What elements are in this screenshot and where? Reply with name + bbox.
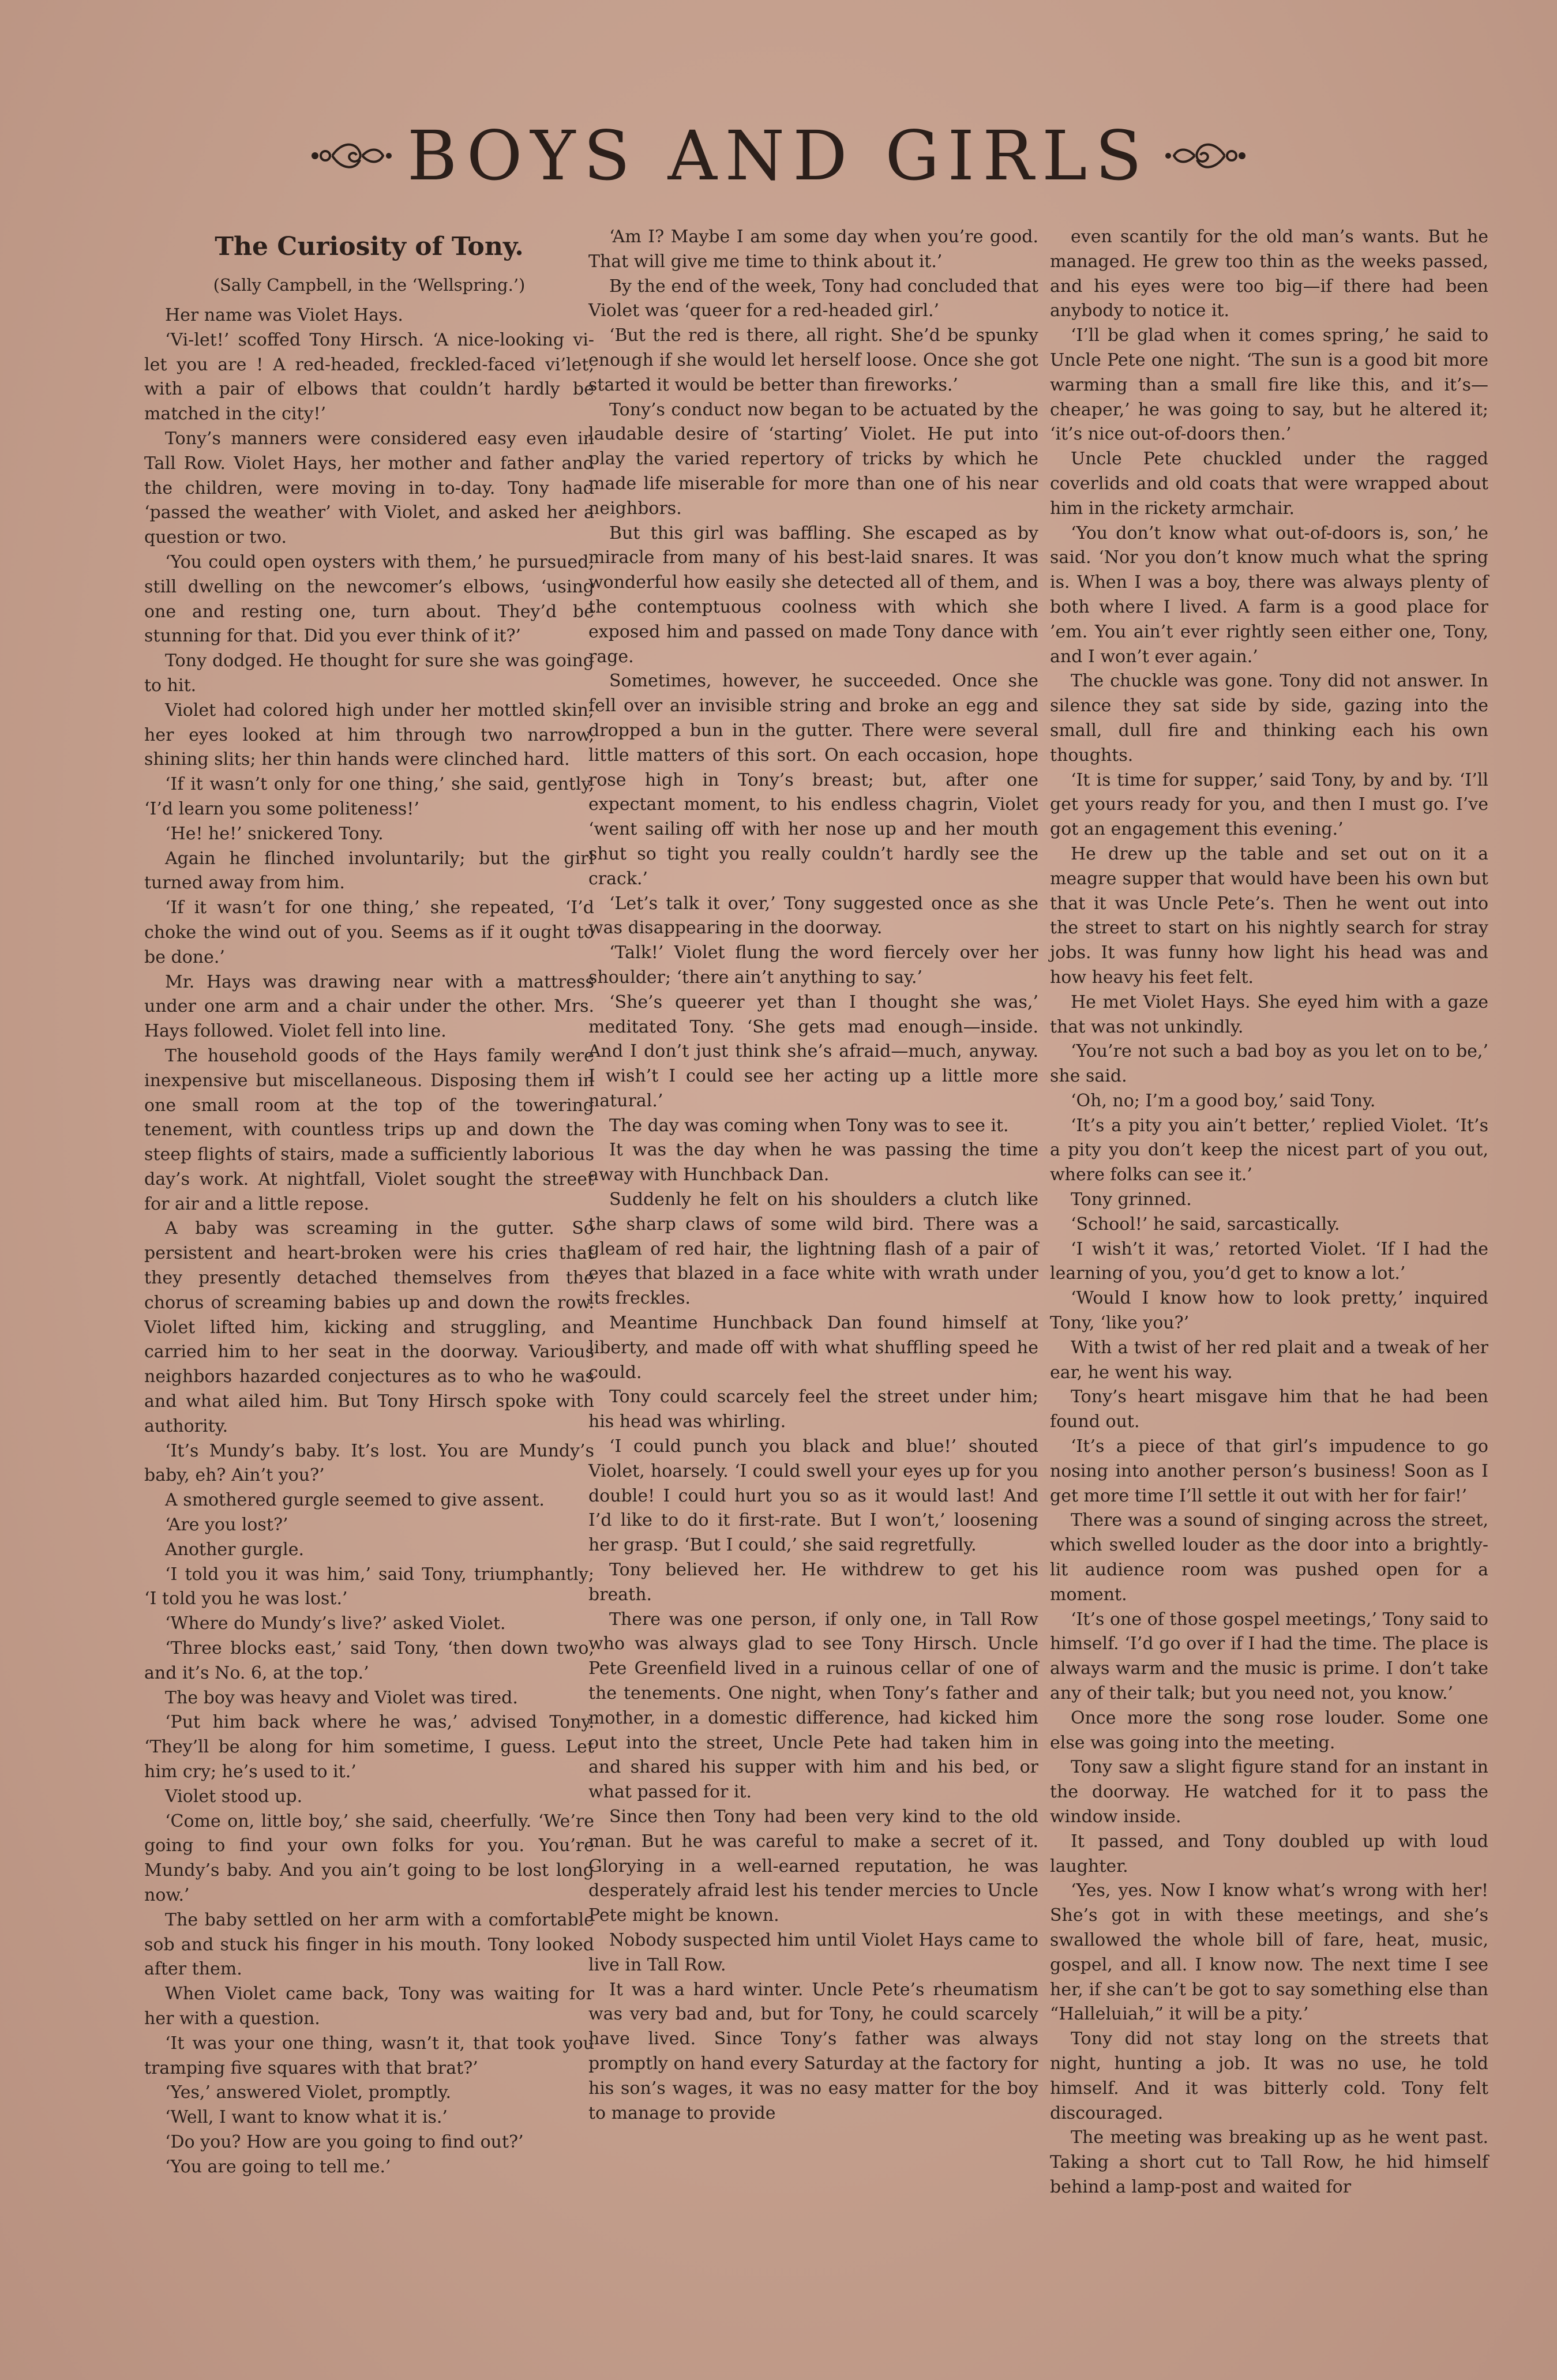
story-paragraph: Uncle Pete chuckled under the ragged coverlids and old coats that were wrapped about him in the rickety armchair. [1050,449,1488,519]
story-paragraph: It was the day when he was passing the time away with Hunchback Dan. [588,1140,1038,1185]
story-paragraph: ‘Put him back where he was,’ advised Tony. ‘They’ll be along for him sometime, I guess. Let him cry; he’s used to it.’ [144,1712,594,1782]
story-paragraph: ‘She’s queerer yet than I thought she was,’ meditated Tony. ‘She gets mad enough—inside. And I don’t just think she’s afraid—much, anyway. I wish’t I could see her acting up a little more natural.’ [588,992,1038,1111]
scroll-ornament-right-icon [1164,136,1250,176]
story-paragraph: ‘Oh, no; I’m a good boy,’ said Tony. [1071,1090,1376,1111]
story-paragraph: Tony dodged. He thought for sure she was going to hit. [144,651,594,696]
story-paragraph: ‘Do you? How are you going to find out?’ [165,2131,524,2152]
story-paragraph: ‘It’s one of those gospel meetings,’ Tony said to himself. ‘I’d go over if I had the time. The place is always warm and the music is prime. I don’t take any of their talk; but you need not, you know.’ [1050,1609,1488,1704]
story-paragraph: ‘Well, I want to know what it is.’ [165,2107,448,2128]
story-paragraph: even scantily for the old man’s wants. But he managed. He grew too thin as the weeks passed, and his eyes were too big—if there had been anybody to notice it. [1050,227,1488,321]
story-paragraph: Meantime Hunchback Dan found himself at liberty, and made off with what shuffling speed he could. [588,1313,1038,1383]
story-paragraph: ‘I could punch you black and blue!’ shouted Violet, hoarsely. ‘I could swell your eyes up for you double! I could hurt you so as it would last! And I’d like to do it first-rate. But I won’t,’ loosening her grasp. ‘But I could,’ she said regretfully. [588,1436,1038,1556]
story-paragraph: ‘If it wasn’t for one thing,’ she repeated, ‘I’d choke the wind out of you. Seems as if it ought to be done.’ [144,898,594,967]
story-paragraph: Once more the song rose louder. Some one else was going into the meeting. [1050,1707,1488,1753]
story-paragraph: ‘You could open oysters with them,’ he pursued, still dwelling on the newcomer’s elbows, ‘using one and resting one, turn about. They’d be stunning for that. Did you ever think of it?’ [144,551,594,647]
story-paragraph: ‘Yes,’ answered Violet, promptly. [165,2082,452,2103]
story-paragraph: He met Violet Hays. She eyed him with a gaze that was not unkindly. [1050,992,1488,1037]
story-paragraph: ‘You’re not such a bad boy as you let on to be,’ she said. [1050,1041,1488,1087]
story-paragraph: The boy was heavy and Violet was tired. [165,1687,518,1708]
column-2-body [588,225,1038,2126]
story-paragraph: ‘Come on, little boy,’ she said, cheerfully. ‘We’re going to find your own folks for you. You’re Mundy’s baby. And you ain’t going to be lost long now.’ [144,1811,594,1905]
story-byline: (Sally Campbell, in the ‘Wellspring.’) [213,275,526,295]
story-paragraph: He drew up the table and set out on it a meagre supper that would have been his own but that it was Uncle Pete’s. Then he went out into the street to start on his nightly search for stray jobs. It was funny how light his head was and how heavy his feet felt. [1050,843,1488,988]
story-paragraph: ‘Am I? Maybe I am some day when you’re good. That will give me time to think about it.’ [588,227,1038,272]
section-title: BOYS AND GIRLS [407,116,1150,196]
story-title: The Curiosity of Tony. [215,232,524,261]
column-1-body [144,303,594,2180]
story-paragraph: But this girl was baffling. She escaped as by miracle from many of his best-laid snares. It was wonderful how easily she detected all of them, and the contemptuous coolness with which she exposed him and passed on made Tony dance with rage. [588,523,1038,667]
story-paragraph: ‘It’s a pity you ain’t better,’ replied Violet. ‘It’s a pity you don’t keep the nicest part of you out, where folks can see it.’ [1050,1115,1488,1185]
story-paragraph: ‘Talk!’ Violet flung the word fiercely over her shoulder; ‘there ain’t anything to say.’ [588,943,1038,988]
story-paragraph: ‘You are going to tell me.’ [165,2156,391,2177]
story-paragraph: The meeting was breaking up as he went past. Taking a short cut to Tall Row, he hid himself behind a lamp-post and waited for [1050,2127,1488,2197]
story-paragraph: ‘Three blocks east,’ said Tony, ‘then down two, and it’s No. 6, at the top.’ [144,1638,594,1683]
story-paragraph: It passed, and Tony doubled up with loud laughter. [1050,1831,1488,1876]
column-3-body [1050,225,1488,2200]
article-column-3 [1050,225,1488,2200]
story-paragraph: A smothered gurgle seemed to give assent. [165,1490,545,1511]
story-paragraph: There was one person, if only one, in Tall Row who was always glad to see Tony Hirsch. Uncle Pete Greenfield lived in a ruinous cellar of one of the tenements. One night, when Tony’s father and mother, in a domestic difference, had kicked him out into the street, Uncle Pete had taken him in and shared his supper with him and his bed, or what passed for it. [588,1609,1038,1803]
story-paragraph: Tony believed her. He withdrew to get his breath. [588,1560,1038,1605]
story-paragraph: ‘You don’t know what out-of-doors is, son,’ he said. ‘Nor you don’t know much what the spring is. When I was a boy, there was always plenty of both where I lived. A farm is a good place for ’em. You ain’t ever rightly seen either one, Tony, and I won’t ever again.’ [1050,523,1488,667]
story-paragraph: ‘It’s Mundy’s baby. It’s lost. You are Mundy’s baby, eh? Ain’t you?’ [144,1440,594,1486]
story-paragraph: Tony did not stay long on the streets that night, hunting a job. It was no use, he told himself. And it was bitterly cold. Tony felt discouraged. [1050,2029,1488,2123]
story-paragraph: By the end of the week, Tony had concluded that Violet was ‘queer for a red-headed girl.’ [588,276,1038,321]
story-paragraph: A baby was screaming in the gutter. So persistent and heart-broken were his cries that they presently detached themselves from the chorus of screaming babies up and down the row. Violet lifted him, kicking and struggling, and carried him to her seat in the doorway. Various neighbors hazarded conjectures as to who he was and what ailed him. But Tony Hirsch spoke with authority. [144,1218,594,1436]
story-paragraph: ‘It’s a piece of that girl’s impudence to go nosing into another person’s business! Soon as I get more time I’ll settle it out with her for fair!’ [1050,1436,1488,1506]
story-paragraph: ‘Would I know how to look pretty,’ inquired Tony, ‘like you?’ [1050,1288,1488,1334]
story-paragraph: ‘Let’s talk it over,’ Tony suggested once as she was disappearing in the doorway. [588,893,1038,939]
story-paragraph: Tony’s conduct now began to be actuated by the laudable desire of ‘starting’ Violet. He put into play the varied repertory of tricks by which he made life miserable for more than one of his near neighbors. [588,399,1038,519]
story-paragraph: The chuckle was gone. Tony did not answer. In silence they sat side by side, gazing into the small, dull fire and thinking each his own thoughts. [1050,671,1488,765]
story-paragraph: ‘It was your one thing, wasn’t it, that took you tramping five squares with that brat?’ [144,2033,594,2078]
section-masthead [0,115,1557,196]
story-paragraph: ‘Are you lost?’ [165,1515,288,1536]
story-paragraph: Suddenly he felt on his shoulders a clutch like the sharp claws of some wild bird. There was a gleam of red hair, the lightning flash of a pair of eyes that blazed in a face white with wrath under its freckles. [588,1189,1038,1309]
story-paragraph: Sometimes, however, he succeeded. Once she fell over an invisible string and broke an egg and dropped a bun in the gutter. There were several little matters of this sort. On each occasion, hope rose high in Tony’s breast; but, after one expectant moment, to his endless chagrin, Violet ‘went sailing off with her nose up and her mouth shut so tight you really couldn’t hardly see the crack.’ [588,671,1038,889]
story-paragraph: Since then Tony had been very kind to the old man. But he was careful to make a secret of it. Glorying in a well-earned reputation, he was desperately afraid lest his tender mercies to Uncle Pete might be known. [588,1807,1038,1926]
story-paragraph: Violet had colored high under her mottled skin; her eyes looked at him through two narrow, shining slits; her thin hands were clinched hard. [144,700,594,770]
story-paragraph: Nobody suspected him until Violet Hays came to live in Tall Row. [588,1929,1038,1975]
story-paragraph: ‘He! he!’ snickered Tony. [165,823,384,844]
story-paragraph: ‘It is time for supper,’ said Tony, by and by. ‘I’ll get yours ready for you, and then I must go. I’ve got an engagement this evening.’ [1050,769,1488,840]
story-paragraph: Her name was Violet Hays. [165,305,403,325]
story-paragraph: ‘Vi-let!’ scoffed Tony Hirsch. ‘A nice-looking vi-let you are ! A red-headed, freckled-faced vi’let, with a pair of elbows that couldn’t hardly be matched in the city!’ [144,329,594,425]
story-paragraph: ‘If it wasn’t only for one thing,’ she said, gently, ‘I’d learn you some politeness!’ [144,774,594,819]
story-paragraph: It was a hard winter. Uncle Pete’s rheumatism was very bad and, but for Tony, he could scarcely have lived. Since Tony’s father was always promptly on hand every Saturday at the factory for his son’s wages, it was no easy matter for the boy to manage to provide [588,1979,1038,2123]
story-paragraph: Tony’s heart misgave him that he had been found out. [1050,1387,1488,1432]
story-paragraph: There was a sound of singing across the street, which swelled louder as the door into a brightly-lit audience room was pushed open for a moment. [1050,1510,1488,1605]
article-column-2 [588,225,1038,2126]
story-paragraph: ‘School!’ he said, sarcastically. [1071,1214,1340,1234]
story-paragraph: ‘Where do Mundy’s live?’ asked Violet. [165,1613,506,1634]
story-paragraph: ‘I’ll be glad when it comes spring,’ he said to Uncle Pete one night. ‘The sun is a good bit more warming than a small fire like this, and it’s—cheaper,’ he was going to say, but he altered it; ‘it’s nice out-of-doors then.’ [1050,325,1488,445]
story-paragraph: Again he flinched involuntarily; but the girl turned away from him. [144,848,594,894]
scroll-ornament-left-icon [307,136,393,176]
story-paragraph: The baby settled on her arm with a comfortable sob and stuck his finger in his mouth. Tony looked after them. [144,1909,594,1980]
story-paragraph: Violet stood up. [165,1786,303,1807]
story-paragraph: ‘I wish’t it was,’ retorted Violet. ‘If I had the learning of you, you’d get to know a lot.’ [1050,1238,1488,1284]
story-paragraph: With a twist of her red plait and a tweak of her ear, he went his way. [1050,1337,1488,1383]
story-paragraph: The day was coming when Tony was to see it. [609,1115,1009,1136]
story-paragraph: ‘I told you it was him,’ said Tony, triumphantly; ‘I told you he was lost.’ [144,1564,594,1609]
story-paragraph: When Violet came back, Tony was waiting for her with a question. [144,1984,594,2029]
story-paragraph: Tony saw a slight figure stand for an instant in the doorway. He watched for it to pass the window inside. [1050,1757,1488,1827]
story-paragraph: The household goods of the Hays family were inexpensive but miscellaneous. Disposing them in one small room at the top of the towering tenement, with countless trips up and down the steep flights of stairs, made a sufficiently laborious day’s work. At nightfall, Violet sought the street for air and a little repose. [144,1045,594,1214]
story-paragraph: Tony grinned. [1071,1189,1192,1210]
story-paragraph: Mr. Hays was drawing near with a mattress under one arm and a chair under the other. Mrs. Hays followed. Violet fell into line. [144,971,594,1042]
story-paragraph: Tony could scarcely feel the street under him; his head was whirling. [588,1387,1038,1432]
article-column-1 [144,225,594,2180]
story-paragraph: Another gurgle. [165,1539,305,1560]
story-paragraph: ‘Yes, yes. Now I know what’s wrong with her! She’s got in with these meetings, and she’s swallowed the whole bill of fare, heat, music, gospel, and all. I know now. The next time I see her, if she can’t be got to say something else than “Halleluiah,” it will be a pity.’ [1050,1880,1488,2025]
story-paragraph: Tony’s manners were considered easy even in Tall Row. Violet Hays, her mother and father and the children, were moving in to-day. Tony had ‘passed the weather’ with Violet, and asked her a question or two. [144,428,594,548]
story-paragraph: ‘But the red is there, all right. She’d be spunky enough if she would let herself loose. Once she got started it would be better than fireworks.’ [588,325,1038,395]
